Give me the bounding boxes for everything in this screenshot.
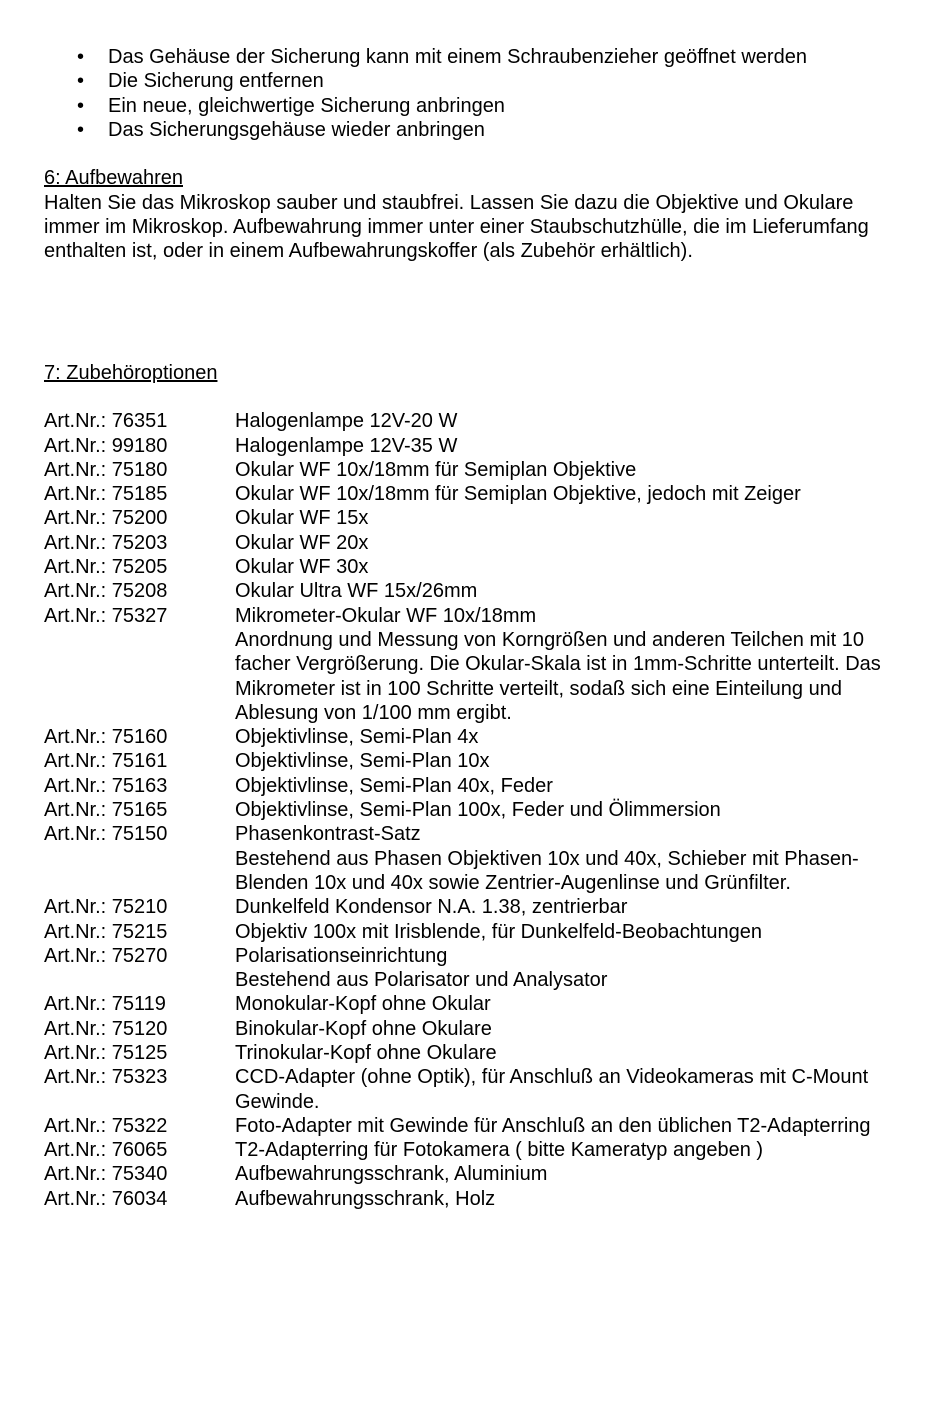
list-item <box>44 94 894 118</box>
list-item-text: Ein neue, gleichwertige Sicherung anbringen <box>108 94 505 117</box>
accessory-title: Okular WF 15x <box>235 507 369 530</box>
accessory-description <box>235 434 894 458</box>
accessory-description <box>235 822 894 895</box>
accessory-title: Trinokular-Kopf ohne Okulare <box>235 1041 497 1064</box>
accessory-row <box>44 992 894 1016</box>
accessory-title: Monokular-Kopf ohne Okular <box>235 993 491 1016</box>
list-item <box>44 45 894 69</box>
accessory-title: T2-Adapterring für Fotokamera ( bitte Kameratyp angeben ) <box>235 1139 764 1162</box>
accessory-title: Halogenlampe 12V-35 W <box>235 434 458 457</box>
article-number: Art.Nr.: 99180 <box>44 434 168 457</box>
list-item <box>44 69 894 93</box>
accessory-description <box>235 1065 894 1114</box>
accessory-row <box>44 725 894 749</box>
accessory-row <box>44 774 894 798</box>
accessory-description <box>235 1162 894 1186</box>
accessory-row <box>44 604 894 725</box>
accessory-description <box>235 725 894 749</box>
accessory-row <box>44 579 894 603</box>
accessory-note: Bestehend aus Polarisator und Analysator <box>235 969 608 992</box>
accessory-description <box>235 992 894 1016</box>
accessory-description <box>235 774 894 798</box>
accessory-title: CCD-Adapter (ohne Optik), für Anschluß an Videokameras mit C-Mount Gewinde. <box>235 1066 869 1113</box>
bullet-icon: • <box>77 46 85 68</box>
accessory-description <box>235 798 894 822</box>
accessory-row <box>44 1162 894 1186</box>
accessory-title: Aufbewahrungsschrank, Holz <box>235 1187 496 1210</box>
article-number: Art.Nr.: 75185 <box>44 483 168 506</box>
article-number: Art.Nr.: 75205 <box>44 556 168 579</box>
accessory-description <box>235 506 894 530</box>
accessory-title: Objektivlinse, Semi-Plan 100x, Feder und Ölimmersion <box>235 799 721 822</box>
article-number: Art.Nr.: 75340 <box>44 1163 168 1186</box>
spacer <box>44 142 894 166</box>
list-item-text: Das Sicherungsgehäuse wieder anbringen <box>108 118 485 141</box>
accessory-title: Halogenlampe 12V-20 W <box>235 410 458 433</box>
accessory-description <box>235 895 894 919</box>
fuse-steps-list <box>44 45 894 142</box>
accessory-description <box>235 482 894 506</box>
accessory-row <box>44 1017 894 1041</box>
accessory-row <box>44 822 894 895</box>
accessory-title: Foto-Adapter mit Gewinde für Anschluß an den üblichen T2-Adapterring <box>235 1114 871 1137</box>
section-heading-accessories: 7: Zubehöroptionen <box>44 361 218 384</box>
accessory-title: Okular WF 10x/18mm für Semiplan Objektive, jedoch mit Zeiger <box>235 483 801 506</box>
article-number: Art.Nr.: 75120 <box>44 1017 168 1040</box>
accessory-title: Polarisationseinrichtung <box>235 944 448 967</box>
article-number: Art.Nr.: 75323 <box>44 1066 168 1089</box>
accessory-row <box>44 409 894 433</box>
accessory-title: Objektiv 100x mit Irisblende, für Dunkelfeld-Beobachtungen <box>235 920 762 943</box>
accessory-row <box>44 749 894 773</box>
accessory-row <box>44 798 894 822</box>
accessory-description <box>235 458 894 482</box>
accessory-title: Binokular-Kopf ohne Okulare <box>235 1017 492 1040</box>
article-number: Art.Nr.: 75180 <box>44 458 168 481</box>
article-number: Art.Nr.: 75160 <box>44 726 168 749</box>
article-number: Art.Nr.: 75327 <box>44 604 168 627</box>
accessory-title: Okular Ultra WF 15x/26mm <box>235 580 478 603</box>
article-number: Art.Nr.: 75208 <box>44 580 168 603</box>
accessory-description <box>235 749 894 773</box>
accessory-title: Objektivlinse, Semi-Plan 10x <box>235 750 490 773</box>
page-content <box>44 45 894 1211</box>
accessory-title: Aufbewahrungsschrank, Aluminium <box>235 1163 548 1186</box>
accessory-title: Okular WF 10x/18mm für Semiplan Objektive <box>235 458 637 481</box>
accessory-row <box>44 458 894 482</box>
accessory-description <box>235 944 894 993</box>
accessory-description <box>235 1138 894 1162</box>
accessory-description <box>235 409 894 433</box>
accessory-row <box>44 555 894 579</box>
accessory-row <box>44 1041 894 1065</box>
article-number: Art.Nr.: 75210 <box>44 896 168 919</box>
article-number: Art.Nr.: 75119 <box>44 993 166 1016</box>
accessory-row <box>44 1065 894 1114</box>
accessory-row <box>44 944 894 993</box>
accessory-description <box>235 555 894 579</box>
accessory-row <box>44 895 894 919</box>
accessory-row <box>44 1114 894 1138</box>
list-item-text: Die Sicherung entfernen <box>108 70 324 93</box>
list-item-text: Das Gehäuse der Sicherung kann mit einem Schraubenzieher geöffnet werden <box>108 46 807 68</box>
accessory-description <box>235 579 894 603</box>
accessory-row <box>44 434 894 458</box>
article-number: Art.Nr.: 75150 <box>44 823 168 846</box>
accessory-row <box>44 482 894 506</box>
article-number: Art.Nr.: 75163 <box>44 774 168 797</box>
accessory-description <box>235 531 894 555</box>
accessory-description <box>235 1041 894 1065</box>
accessory-title: Okular WF 20x <box>235 531 369 554</box>
accessory-title: Mikrometer-Okular WF 10x/18mm <box>235 604 537 627</box>
accessory-description <box>235 604 894 725</box>
article-number: Art.Nr.: 75125 <box>44 1041 168 1064</box>
accessory-row <box>44 920 894 944</box>
accessory-description <box>235 920 894 944</box>
accessory-description <box>235 1017 894 1041</box>
article-number: Art.Nr.: 75215 <box>44 920 168 943</box>
bullet-icon: • <box>77 118 85 141</box>
accessory-title: Objektivlinse, Semi-Plan 4x <box>235 726 479 749</box>
accessory-title: Phasenkontrast-Satz <box>235 823 421 846</box>
accessory-title: Dunkelfeld Kondensor N.A. 1.38, zentrierbar <box>235 896 628 919</box>
article-number: Art.Nr.: 76065 <box>44 1139 168 1162</box>
accessory-title: Okular WF 30x <box>235 556 369 579</box>
article-number: Art.Nr.: 76351 <box>44 410 168 433</box>
accessory-row <box>44 531 894 555</box>
spacer <box>44 264 894 361</box>
article-number: Art.Nr.: 75270 <box>44 944 168 967</box>
article-number: Art.Nr.: 75200 <box>44 507 168 530</box>
accessory-row <box>44 1187 894 1211</box>
accessory-note: Bestehend aus Phasen Objektiven 10x und 40x, Schieber mit Phasen-Blenden 10x und 40x sowie Zentrier-Augenlinse und Grünfilter. <box>235 847 859 894</box>
accessory-title: Objektivlinse, Semi-Plan 40x, Feder <box>235 774 553 797</box>
bullet-icon: • <box>77 70 85 93</box>
article-number: Art.Nr.: 75322 <box>44 1114 168 1137</box>
bullet-icon: • <box>77 94 85 117</box>
accessory-list <box>44 409 894 1211</box>
list-item <box>44 118 894 142</box>
accessory-row <box>44 506 894 530</box>
accessory-description <box>235 1114 894 1138</box>
accessory-note: Anordnung und Messung von Korngrößen und anderen Teilchen mit 10 facher Vergrößerung. Die Okular-Skala ist in 1mm-Schritte unterteilt. Das Mikrometer ist in 100 Schritte verteilt, sodaß sich eine Einteilung und Ablesung von 1/100 mm ergibt. <box>235 628 881 724</box>
accessory-description <box>235 1187 894 1211</box>
article-number: Art.Nr.: 75161 <box>44 750 168 773</box>
accessory-row <box>44 1138 894 1162</box>
storage-paragraph: Halten Sie das Mikroskop sauber und staubfrei. Lassen Sie dazu die Objektive und Okulare immer im Mikroskop. Aufbewahrung immer unter einer Staubschutzhülle, die im Lieferumfang enthalten ist, oder in einem Aufbewahrungskoffer (als Zubehör erhältlich). <box>44 191 869 263</box>
article-number: Art.Nr.: 75165 <box>44 799 168 822</box>
section-heading-storage: 6: Aufbewahren <box>44 167 183 190</box>
article-number: Art.Nr.: 75203 <box>44 531 168 554</box>
article-number: Art.Nr.: 76034 <box>44 1187 168 1210</box>
